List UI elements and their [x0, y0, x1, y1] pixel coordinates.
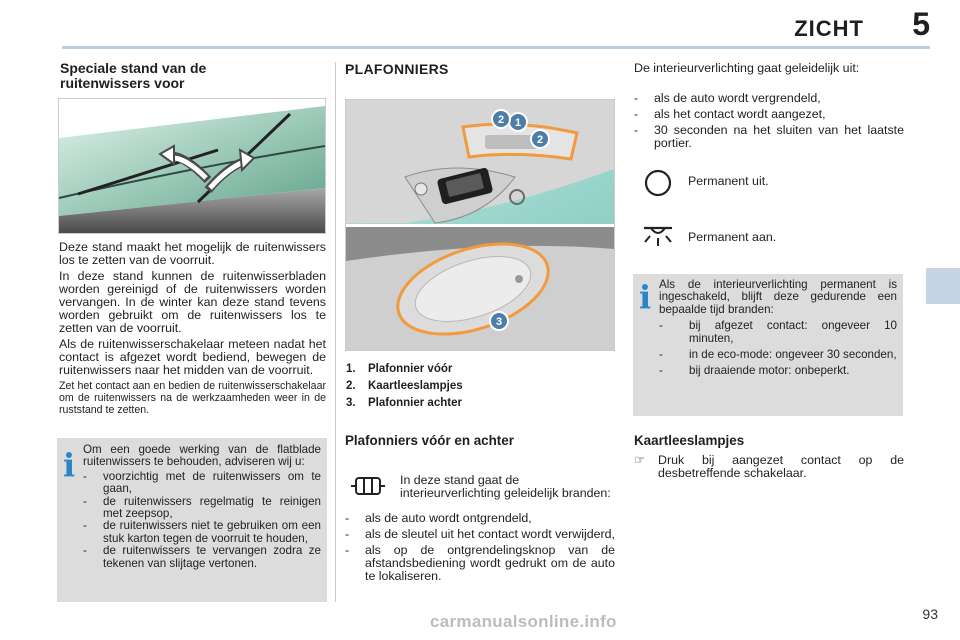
- kaartleeslampjes-text: [634, 454, 904, 480]
- list-item: - als op de ontgrendelingsknop van de afstandsbediening wordt gedrukt om de auto te lokaliseren.: [345, 543, 615, 583]
- wiper-info-box: [57, 438, 327, 602]
- light-on-label: Permanent aan.: [688, 230, 777, 244]
- list-item: - als het contact wordt aangezet,: [634, 107, 826, 121]
- plafonniers-heading: PLAFONNIERS: [345, 61, 449, 77]
- light-off-icon: [643, 168, 673, 198]
- wiper-heading: Speciale stand van de ruitenwissers voor: [60, 60, 207, 91]
- list-item: - de ruitenwissers regelmatig te reinigen met zeepsop,: [83, 494, 321, 521]
- list-item: - als de auto wordt ontgrendeld,: [345, 511, 532, 525]
- ceiling-light-illustration: [345, 99, 615, 351]
- wiper-paragraph: Deze stand maakt het mogelijk de ruitenwissers los te zetten van de voorruit.: [59, 240, 326, 267]
- list-item: ☞ Druk bij aangezet contact op de desbetreffende schakelaar.: [634, 453, 904, 480]
- door-mode-list: [345, 512, 615, 583]
- wiper-paragraph: In deze stand kunnen de ruitenwisserbladen worden gereinigd of de ruitenwissers worden vervangen. In de winter kan deze stand tevens worden gebruikt om de ruitenwissers los te zetten van de voorruit.: [59, 269, 326, 335]
- list-item: 1. Plafonnier vóór: [346, 363, 453, 375]
- wiper-note: Zet het contact aan en bedien de ruitenwisserschakelaar om de ruitenwissers na de werkzaamheden weer in de ruststand te zetten.: [59, 380, 326, 416]
- list-item: - in de eco-mode: ongeveer 30 seconden,: [659, 348, 897, 362]
- permanent-info-list: [659, 320, 897, 378]
- list-item: - bij afgezet contact: ongeveer 10 minuten,: [659, 319, 897, 345]
- list-item: - 30 seconden na het sluiten van het laatste portier.: [634, 123, 904, 150]
- callout-3: 3: [495, 316, 503, 328]
- light-on-icon: [638, 222, 678, 250]
- permanent-info-intro: Als de interieurverlichting permanent is ingeschakeld, blijft deze gedurende een bepaalde tijd branden:: [659, 278, 897, 316]
- page-number: 93: [922, 606, 938, 622]
- light-off-label: Permanent uit.: [688, 174, 769, 188]
- plafonniers-subheading: Plafonniers vóór en achter: [345, 433, 514, 448]
- callout-2: 2: [536, 134, 544, 146]
- wiper-paragraph: Als de ruitenwisserschakelaar meteen nadat het contact is afgezet wordt bediend, bewegen de ruitenwissers naar het midden van de voorruit.: [59, 337, 326, 377]
- wiper-info-list: [83, 471, 321, 570]
- wiper-info-content: [83, 444, 321, 570]
- list-item: - als de sleutel uit het contact wordt verwijderd,: [345, 527, 616, 541]
- plafonnier-legend: [346, 361, 606, 412]
- wiper-illustration: [58, 98, 326, 234]
- list-item: - de ruitenwissers niet te gebruiken om een stuk karton tegen de voorruit te houden,: [83, 519, 321, 545]
- list-item: - de ruitenwissers te vervangen zodra ze tekenen van slijtage vertonen.: [83, 544, 321, 570]
- chapter-number: 5: [912, 6, 930, 42]
- door-mode-text: In deze stand gaat de interieurverlichting geleidelijk branden:: [400, 473, 611, 500]
- chapter-tab: [926, 268, 960, 304]
- callout-2: 2: [497, 114, 505, 126]
- column-divider: [335, 62, 336, 602]
- fade-out-intro: De interieurverlichting gaat geleidelijk uit:: [634, 61, 860, 75]
- list-item: - voorzichtig met de ruitenwissers om te gaan,: [83, 469, 321, 496]
- list-item: - bij draaiende motor: onbeperkt.: [659, 364, 850, 378]
- callout-1: 1: [514, 117, 522, 129]
- watermark: carmanualsonline.info: [430, 612, 617, 631]
- list-item: 3. Plafonnier achter: [346, 397, 462, 409]
- kaartleeslampjes-list: [634, 454, 904, 480]
- list-item: - als de auto wordt vergrendeld,: [634, 91, 821, 105]
- wiper-info-intro: Om een goede werking van de flatblade ruitenwissers te behouden, adviseren wij u:: [83, 443, 321, 469]
- wiper-body: [59, 241, 326, 416]
- fade-out-list: [634, 92, 904, 150]
- list-item: 2. Kaartleeslampjes: [346, 380, 463, 392]
- permanent-info-content: [659, 279, 897, 378]
- info-icon: i: [63, 446, 76, 484]
- door-mode-icon: [350, 474, 386, 498]
- header-rule: [62, 46, 930, 49]
- hand-pointer-icon: ☞: [634, 453, 646, 467]
- section-title: ZICHT: [794, 16, 864, 41]
- info-icon: i: [639, 278, 652, 316]
- permanent-info-box: [633, 274, 903, 416]
- kaartleeslampjes-heading: Kaartleeslampjes: [634, 433, 745, 448]
